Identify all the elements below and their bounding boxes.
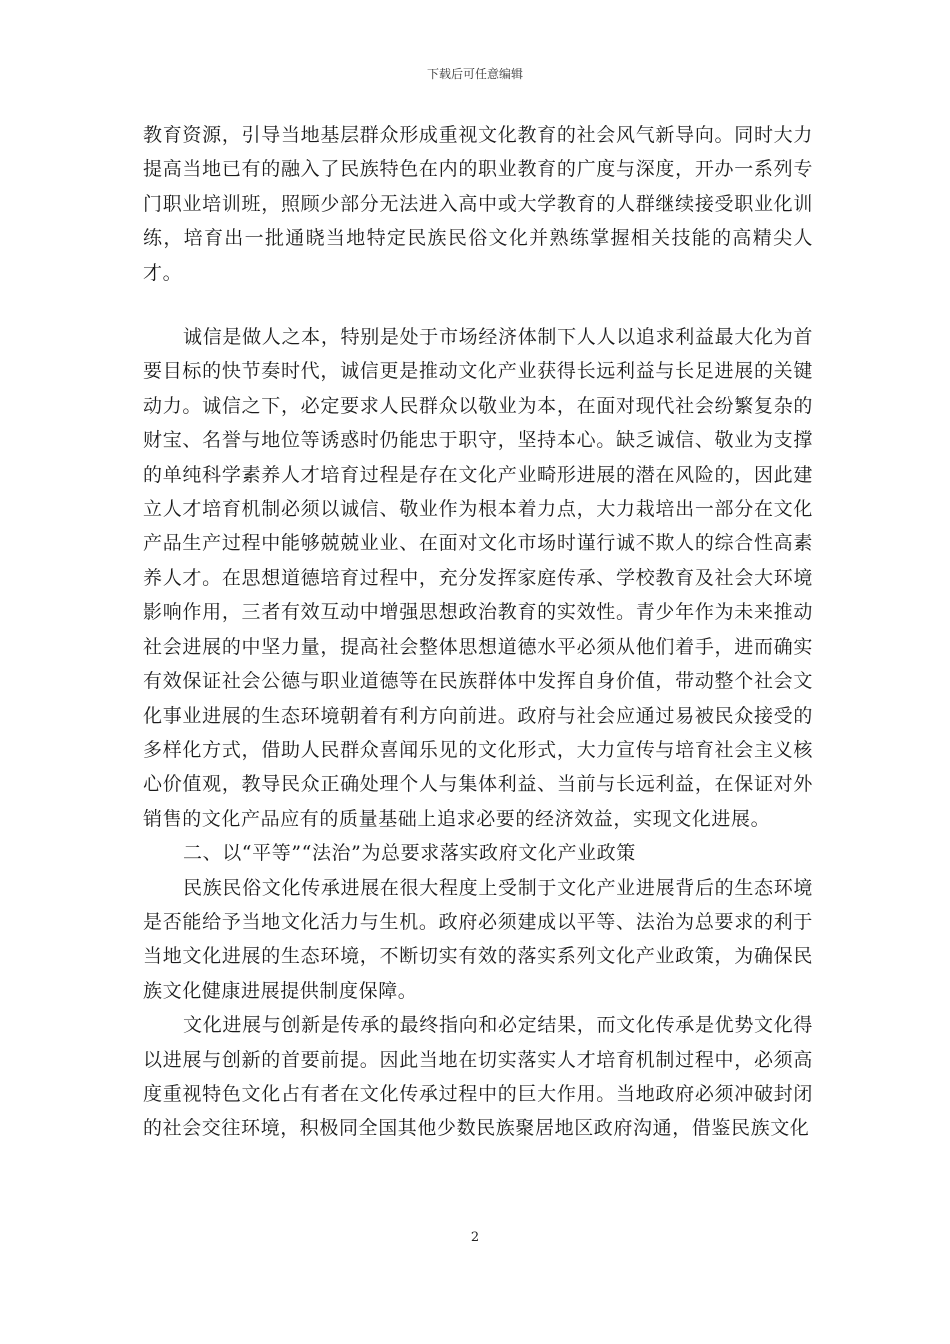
paragraph-continuation: 教育资源，引导当地基层群众形成重视文化教育的社会风气新导向。同时大力提高当地已有的融入了民族特色在内的职业教育的广度与深度，开办一系列专门职业培训班，照顾少部分无法进入高中或大学教育的人群继续接受职业化训练，培育出一批通晓当地特定民族民俗文化并熟练掌握相关技能的高精尖人才。	[143, 124, 813, 284]
paragraph-policy: 民族民俗文化传承进展在很大程度上受制于文化产业进展背后的生态环境是否能给予当地文化活力与生机。政府必须建成以平等、法治为总要求的利于当地文化进展的生态环境，不断切实有效的落实系列文化产业政策，为确保民族文化健康进展提供制度保障。	[143, 876, 813, 1002]
paragraph-integrity: 诚信是做人之本，特别是处于市场经济体制下人人以追求利益最大化为首要目标的快节奏时代，诚信更是推动文化产业获得长远利益与长足进展的关键动力。诚信之下，必定要求人民群众以敬业为本，在面对现代社会纷繁复杂的财宝、名誉与地位等诱惑时仍能忠于职守，坚持本心。缺乏诚信、敬业为支撑的单纯科学素养人才培育过程是存在文化产业畸形进展的潜在风险的，因此建立人才培育机制必须以诚信、敬业作为根本着力点，大力栽培出一部分在文化产品生产过程中能够兢兢业业、在面对文化市场时谨行诚不欺人的综合性高素养人才。在思想道德培育过程中，充分发挥家庭传承、学校教育及社会大环境影响作用，三者有效互动中增强思想政治教育的实效性。青少年作为未来推动社会进展的中坚力量，提高社会整体思想道德水平必须从他们着手，进而确实有效保证社会公德与职业道德等在民族群体中发挥自身价值，带动整个社会文化事业进展的生态环境朝着有利方向前进。政府与社会应通过易被民众接受的多样化方式，借助人民群众喜闻乐见的文化形式，大力宣传与培育社会主义核心价值观，教导民众正确处理个人与集体利益、当前与长远利益，在保证对外销售的文化产品应有的质量基础上追求必要的经济效益，实现文化进展。	[143, 326, 813, 830]
paragraph-innovation: 文化进展与创新是传承的最终指向和必定结果，而文化传承是优势文化得以进展与创新的首要前提。因此当地在切实落实人才培育机制过程中，必须高度重视特色文化占有者在文化传承过程中的巨大作用。当地政府必须冲破封闭的社会交往环境，积极同全国其他少数民族聚居地区政府沟通，借鉴民族文化	[143, 1014, 813, 1140]
page-header: 下载后可任意编辑	[426, 67, 523, 81]
document-body	[143, 118, 813, 1146]
section-heading: 二、以“平等”“法治”为总要求落实政府文化产业政策	[183, 842, 636, 865]
page-number: 2	[470, 1230, 480, 1245]
